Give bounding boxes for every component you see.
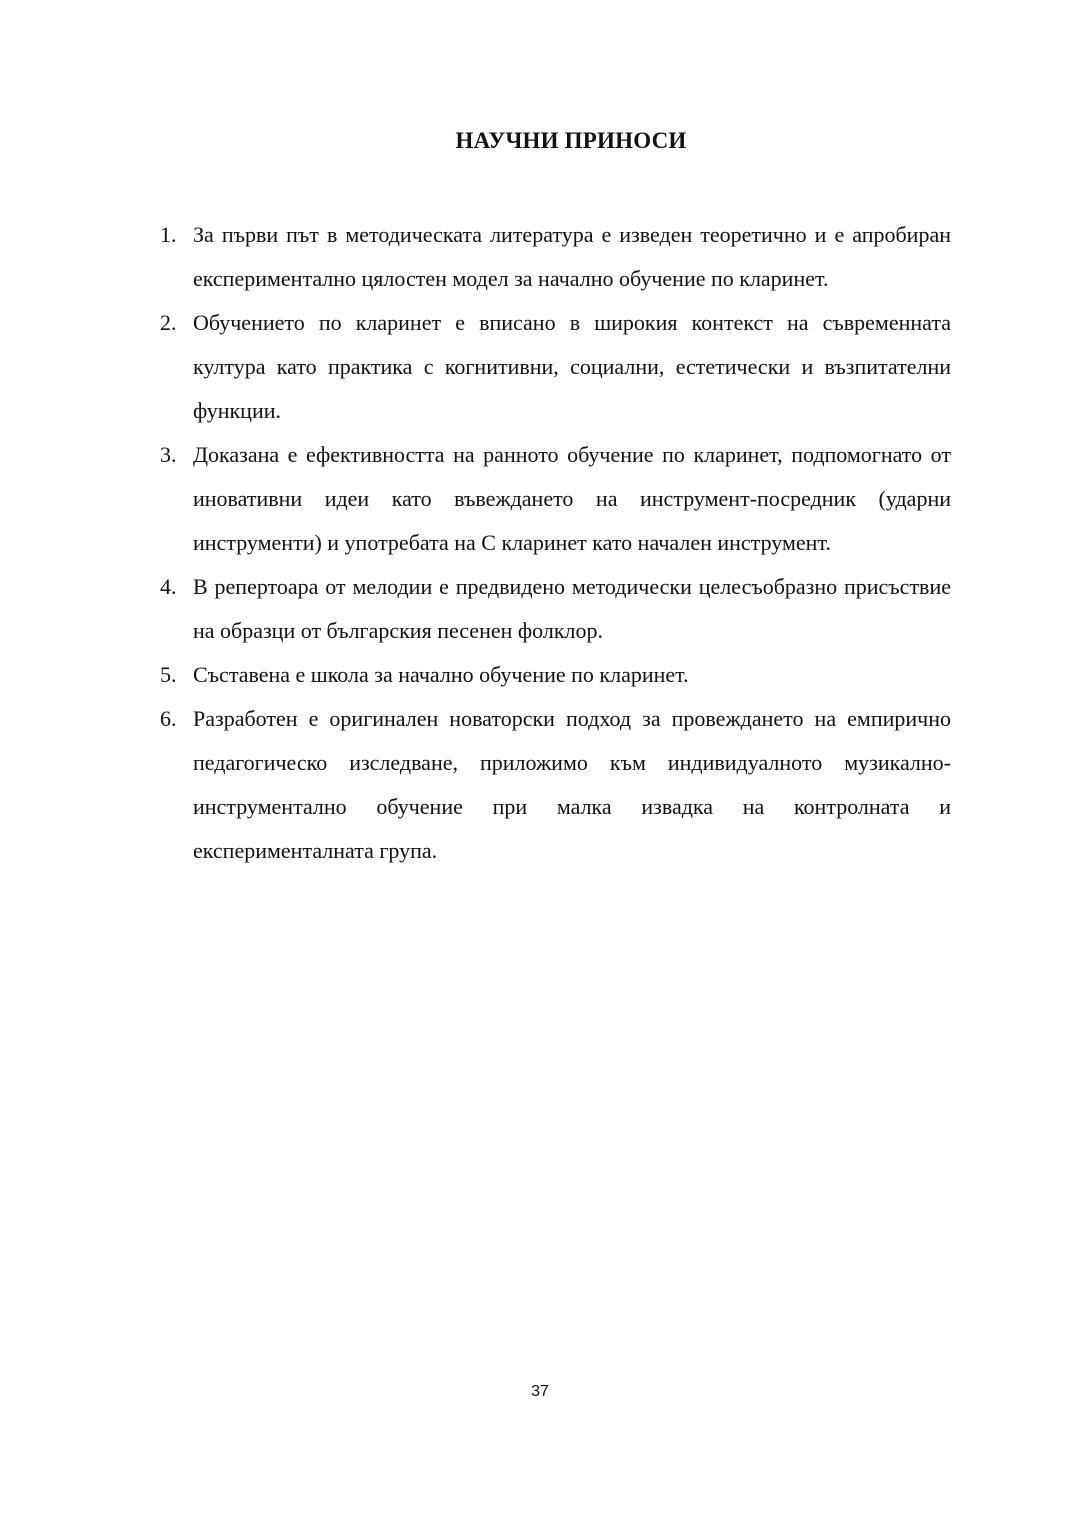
list-item-text: За първи път в методическата литература е изведен теоретично и е апробиран експериментално цялостен модел за начално обучение по кларинет. (193, 222, 951, 291)
list-item (160, 653, 951, 697)
list-item (160, 565, 951, 653)
list-item-number: 5. (160, 662, 177, 687)
list-item (160, 433, 951, 565)
list-item-text: Доказана е ефективността на ранното обучение по кларинет, подпомогнато от иновативни идеи като въвеждането на инструмент-посредник (ударни инструменти) и употребата на С кларинет като начален инструмент. (193, 442, 951, 555)
list-item-text: Разработен е оригинален новаторски подход за провеждането на емпирично педагогическо изследване, приложимо към индивидуалното музикално-инструментално обучение при малка извадка на контролната и експерименталната група. (193, 706, 951, 863)
contributions-list (160, 213, 951, 873)
page-number: 37 (531, 1383, 549, 1400)
list-item-text: В репертоара от мелодии е предвидено методически целесъобразно присъствие на образци от българския песенен фолклор. (193, 574, 951, 643)
list-item-text: Съставена е школа за начално обучение по кларинет. (193, 662, 689, 687)
list-item-number: 4. (160, 574, 177, 599)
list-item-number: 1. (160, 222, 177, 247)
list-item-number: 6. (160, 706, 177, 731)
list-item (160, 697, 951, 873)
section-heading: НАУЧНИ ПРИНОСИ (455, 128, 687, 153)
list-item (160, 213, 951, 301)
list-item-number: 2. (160, 310, 177, 335)
list-item-text: Обучението по кларинет е вписано в широкия контекст на съвременната култура като практика с когнитивни, социални, естетически и възпитателни функции. (193, 310, 951, 423)
list-item (160, 301, 951, 433)
list-item-number: 3. (160, 442, 177, 467)
